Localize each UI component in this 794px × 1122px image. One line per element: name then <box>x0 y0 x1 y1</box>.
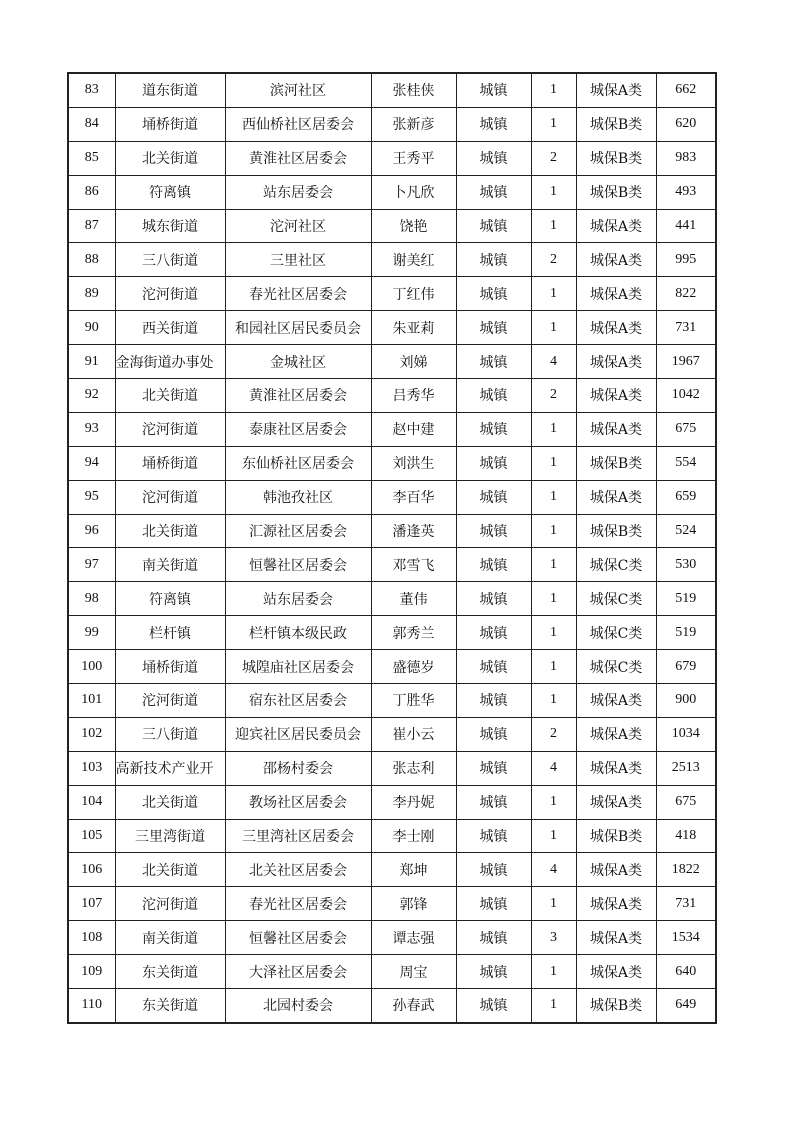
person-name-cell: 谢美红 <box>371 243 456 277</box>
street-office-cell: 道东街道 <box>115 73 225 107</box>
amount-cell: 1822 <box>656 853 716 887</box>
table-row <box>68 955 716 989</box>
table-row <box>68 175 716 209</box>
table-row <box>68 73 716 107</box>
area-type-cell: 城镇 <box>456 107 531 141</box>
table-row <box>68 582 716 616</box>
street-office-cell: 高新技术产业开 <box>115 751 225 785</box>
area-type-cell: 城镇 <box>456 243 531 277</box>
street-office-cell: 东关街道 <box>115 955 225 989</box>
insurance-category-cell: 城保A类 <box>576 73 656 107</box>
amount-cell: 1034 <box>656 717 716 751</box>
area-type-cell: 城镇 <box>456 345 531 379</box>
insurance-category-cell: 城保A类 <box>576 480 656 514</box>
community-cell: 沱河社区 <box>225 209 371 243</box>
community-cell: 泰康社区居委会 <box>225 412 371 446</box>
person-name-cell: 王秀平 <box>371 141 456 175</box>
street-office-cell: 沱河街道 <box>115 887 225 921</box>
street-office-cell: 北关街道 <box>115 514 225 548</box>
street-office-cell: 三里湾街道 <box>115 819 225 853</box>
person-name-cell: 朱亚莉 <box>371 311 456 345</box>
street-office-cell: 北关街道 <box>115 853 225 887</box>
household-count-cell: 1 <box>531 616 576 650</box>
street-office-cell: 东关街道 <box>115 989 225 1023</box>
insurance-category-cell: 城保A类 <box>576 345 656 379</box>
community-cell: 恒馨社区居委会 <box>225 548 371 582</box>
row-number-cell: 100 <box>68 650 115 684</box>
community-cell: 恒馨社区居委会 <box>225 921 371 955</box>
insurance-category-cell: 城保A类 <box>576 277 656 311</box>
household-count-cell: 1 <box>531 785 576 819</box>
insurance-category-cell: 城保C类 <box>576 548 656 582</box>
amount-cell: 662 <box>656 73 716 107</box>
row-number-cell: 107 <box>68 887 115 921</box>
person-name-cell: 刘洪生 <box>371 446 456 480</box>
insurance-category-cell: 城保A类 <box>576 209 656 243</box>
row-number-cell: 88 <box>68 243 115 277</box>
community-cell: 三里社区 <box>225 243 371 277</box>
community-cell: 黄淮社区居委会 <box>225 141 371 175</box>
table-row <box>68 345 716 379</box>
area-type-cell: 城镇 <box>456 209 531 243</box>
household-count-cell: 1 <box>531 73 576 107</box>
household-count-cell: 1 <box>531 446 576 480</box>
community-cell: 西仙桥社区居委会 <box>225 107 371 141</box>
household-count-cell: 1 <box>531 480 576 514</box>
table-row <box>68 209 716 243</box>
table-row <box>68 548 716 582</box>
household-count-cell: 1 <box>531 819 576 853</box>
amount-cell: 1534 <box>656 921 716 955</box>
row-number-cell: 83 <box>68 73 115 107</box>
person-name-cell: 谭志强 <box>371 921 456 955</box>
table-row <box>68 785 716 819</box>
street-office-cell: 金海街道办事处 <box>115 345 225 379</box>
area-type-cell: 城镇 <box>456 514 531 548</box>
insurance-category-cell: 城保B类 <box>576 141 656 175</box>
area-type-cell: 城镇 <box>456 684 531 718</box>
community-cell: 三里湾社区居委会 <box>225 819 371 853</box>
table-row <box>68 684 716 718</box>
area-type-cell: 城镇 <box>456 717 531 751</box>
table-row <box>68 480 716 514</box>
area-type-cell: 城镇 <box>456 955 531 989</box>
area-type-cell: 城镇 <box>456 751 531 785</box>
household-count-cell: 3 <box>531 921 576 955</box>
person-name-cell: 潘逢英 <box>371 514 456 548</box>
person-name-cell: 丁红伟 <box>371 277 456 311</box>
insurance-category-cell: 城保A类 <box>576 412 656 446</box>
table-row <box>68 107 716 141</box>
street-office-cell: 北关街道 <box>115 785 225 819</box>
amount-cell: 530 <box>656 548 716 582</box>
person-name-cell: 吕秀华 <box>371 379 456 413</box>
household-count-cell: 2 <box>531 379 576 413</box>
person-name-cell: 李百华 <box>371 480 456 514</box>
community-cell: 北关社区居委会 <box>225 853 371 887</box>
table-row <box>68 650 716 684</box>
amount-cell: 822 <box>656 277 716 311</box>
area-type-cell: 城镇 <box>456 785 531 819</box>
community-cell: 黄淮社区居委会 <box>225 379 371 413</box>
row-number-cell: 90 <box>68 311 115 345</box>
amount-cell: 554 <box>656 446 716 480</box>
row-number-cell: 104 <box>68 785 115 819</box>
area-type-cell: 城镇 <box>456 480 531 514</box>
community-cell: 金城社区 <box>225 345 371 379</box>
person-name-cell: 董伟 <box>371 582 456 616</box>
table-row <box>68 853 716 887</box>
street-office-cell: 埇桥街道 <box>115 446 225 480</box>
table-row <box>68 717 716 751</box>
table-row <box>68 514 716 548</box>
area-type-cell: 城镇 <box>456 311 531 345</box>
amount-cell: 679 <box>656 650 716 684</box>
person-name-cell: 张新彦 <box>371 107 456 141</box>
street-office-cell: 符离镇 <box>115 582 225 616</box>
insurance-category-cell: 城保A类 <box>576 243 656 277</box>
row-number-cell: 101 <box>68 684 115 718</box>
row-number-cell: 103 <box>68 751 115 785</box>
community-cell: 城隍庙社区居委会 <box>225 650 371 684</box>
area-type-cell: 城镇 <box>456 548 531 582</box>
row-number-cell: 84 <box>68 107 115 141</box>
insurance-category-cell: 城保B类 <box>576 989 656 1023</box>
row-number-cell: 92 <box>68 379 115 413</box>
community-cell: 迎宾社区居民委员会 <box>225 717 371 751</box>
person-name-cell: 丁胜华 <box>371 684 456 718</box>
row-number-cell: 94 <box>68 446 115 480</box>
area-type-cell: 城镇 <box>456 921 531 955</box>
amount-cell: 519 <box>656 582 716 616</box>
amount-cell: 649 <box>656 989 716 1023</box>
street-office-cell: 北关街道 <box>115 141 225 175</box>
row-number-cell: 110 <box>68 989 115 1023</box>
amount-cell: 2513 <box>656 751 716 785</box>
amount-cell: 731 <box>656 887 716 921</box>
insurance-category-cell: 城保A类 <box>576 379 656 413</box>
household-count-cell: 2 <box>531 717 576 751</box>
row-number-cell: 86 <box>68 175 115 209</box>
person-name-cell: 盛德岁 <box>371 650 456 684</box>
person-name-cell: 郭秀兰 <box>371 616 456 650</box>
area-type-cell: 城镇 <box>456 616 531 650</box>
street-office-cell: 埇桥街道 <box>115 650 225 684</box>
row-number-cell: 95 <box>68 480 115 514</box>
street-office-cell: 沱河街道 <box>115 480 225 514</box>
person-name-cell: 卜凡欣 <box>371 175 456 209</box>
table-row <box>68 243 716 277</box>
table-row <box>68 921 716 955</box>
insurance-category-cell: 城保A类 <box>576 853 656 887</box>
street-office-cell: 南关街道 <box>115 548 225 582</box>
person-name-cell: 邓雪飞 <box>371 548 456 582</box>
household-count-cell: 1 <box>531 955 576 989</box>
community-cell: 东仙桥社区居委会 <box>225 446 371 480</box>
community-cell: 栏杆镇本级民政 <box>225 616 371 650</box>
table-row <box>68 751 716 785</box>
community-cell: 春光社区居委会 <box>225 277 371 311</box>
row-number-cell: 85 <box>68 141 115 175</box>
insurance-category-cell: 城保A类 <box>576 955 656 989</box>
table-body <box>68 73 716 1023</box>
table-row <box>68 311 716 345</box>
person-name-cell: 李士刚 <box>371 819 456 853</box>
household-count-cell: 1 <box>531 684 576 718</box>
amount-cell: 493 <box>656 175 716 209</box>
amount-cell: 900 <box>656 684 716 718</box>
person-name-cell: 张桂侠 <box>371 73 456 107</box>
household-count-cell: 4 <box>531 345 576 379</box>
household-count-cell: 1 <box>531 548 576 582</box>
insurance-category-cell: 城保C类 <box>576 582 656 616</box>
community-cell: 春光社区居委会 <box>225 887 371 921</box>
street-office-cell: 符离镇 <box>115 175 225 209</box>
amount-cell: 519 <box>656 616 716 650</box>
street-office-cell: 沱河街道 <box>115 684 225 718</box>
amount-cell: 640 <box>656 955 716 989</box>
records-table <box>67 72 717 1024</box>
table-row <box>68 989 716 1023</box>
area-type-cell: 城镇 <box>456 446 531 480</box>
insurance-category-cell: 城保B类 <box>576 819 656 853</box>
street-office-cell: 三八街道 <box>115 717 225 751</box>
household-count-cell: 4 <box>531 751 576 785</box>
household-count-cell: 1 <box>531 209 576 243</box>
person-name-cell: 刘娣 <box>371 345 456 379</box>
household-count-cell: 4 <box>531 853 576 887</box>
area-type-cell: 城镇 <box>456 582 531 616</box>
household-count-cell: 1 <box>531 650 576 684</box>
street-office-cell: 南关街道 <box>115 921 225 955</box>
area-type-cell: 城镇 <box>456 175 531 209</box>
table-row <box>68 141 716 175</box>
community-cell: 站东居委会 <box>225 175 371 209</box>
amount-cell: 983 <box>656 141 716 175</box>
person-name-cell: 孙春武 <box>371 989 456 1023</box>
row-number-cell: 98 <box>68 582 115 616</box>
person-name-cell: 饶艳 <box>371 209 456 243</box>
household-count-cell: 1 <box>531 311 576 345</box>
row-number-cell: 109 <box>68 955 115 989</box>
table-row <box>68 819 716 853</box>
area-type-cell: 城镇 <box>456 73 531 107</box>
amount-cell: 418 <box>656 819 716 853</box>
insurance-category-cell: 城保A类 <box>576 684 656 718</box>
area-type-cell: 城镇 <box>456 650 531 684</box>
amount-cell: 731 <box>656 311 716 345</box>
table-row <box>68 412 716 446</box>
household-count-cell: 1 <box>531 175 576 209</box>
amount-cell: 659 <box>656 480 716 514</box>
household-count-cell: 2 <box>531 243 576 277</box>
row-number-cell: 106 <box>68 853 115 887</box>
street-office-cell: 沱河街道 <box>115 277 225 311</box>
table-row <box>68 446 716 480</box>
community-cell: 韩池孜社区 <box>225 480 371 514</box>
row-number-cell: 108 <box>68 921 115 955</box>
area-type-cell: 城镇 <box>456 819 531 853</box>
community-cell: 宿东社区居委会 <box>225 684 371 718</box>
insurance-category-cell: 城保A类 <box>576 311 656 345</box>
insurance-category-cell: 城保B类 <box>576 446 656 480</box>
household-count-cell: 1 <box>531 277 576 311</box>
row-number-cell: 105 <box>68 819 115 853</box>
area-type-cell: 城镇 <box>456 277 531 311</box>
row-number-cell: 102 <box>68 717 115 751</box>
person-name-cell: 郭锋 <box>371 887 456 921</box>
amount-cell: 441 <box>656 209 716 243</box>
amount-cell: 675 <box>656 412 716 446</box>
table-row <box>68 277 716 311</box>
insurance-category-cell: 城保B类 <box>576 107 656 141</box>
row-number-cell: 96 <box>68 514 115 548</box>
person-name-cell: 周宝 <box>371 955 456 989</box>
table-row <box>68 616 716 650</box>
area-type-cell: 城镇 <box>456 887 531 921</box>
insurance-category-cell: 城保B类 <box>576 514 656 548</box>
community-cell: 邵杨村委会 <box>225 751 371 785</box>
household-count-cell: 1 <box>531 514 576 548</box>
area-type-cell: 城镇 <box>456 853 531 887</box>
table-row <box>68 887 716 921</box>
row-number-cell: 89 <box>68 277 115 311</box>
area-type-cell: 城镇 <box>456 141 531 175</box>
area-type-cell: 城镇 <box>456 412 531 446</box>
community-cell: 滨河社区 <box>225 73 371 107</box>
insurance-category-cell: 城保A类 <box>576 717 656 751</box>
area-type-cell: 城镇 <box>456 989 531 1023</box>
insurance-category-cell: 城保A类 <box>576 751 656 785</box>
amount-cell: 675 <box>656 785 716 819</box>
street-office-cell: 栏杆镇 <box>115 616 225 650</box>
street-office-cell: 西关街道 <box>115 311 225 345</box>
person-name-cell: 赵中建 <box>371 412 456 446</box>
person-name-cell: 崔小云 <box>371 717 456 751</box>
amount-cell: 524 <box>656 514 716 548</box>
insurance-category-cell: 城保A类 <box>576 887 656 921</box>
street-office-cell: 城东街道 <box>115 209 225 243</box>
household-count-cell: 1 <box>531 887 576 921</box>
household-count-cell: 1 <box>531 107 576 141</box>
insurance-category-cell: 城保A类 <box>576 785 656 819</box>
row-number-cell: 93 <box>68 412 115 446</box>
community-cell: 北园村委会 <box>225 989 371 1023</box>
amount-cell: 620 <box>656 107 716 141</box>
amount-cell: 1967 <box>656 345 716 379</box>
row-number-cell: 91 <box>68 345 115 379</box>
insurance-category-cell: 城保A类 <box>576 921 656 955</box>
community-cell: 和园社区居民委员会 <box>225 311 371 345</box>
amount-cell: 1042 <box>656 379 716 413</box>
person-name-cell: 郑坤 <box>371 853 456 887</box>
person-name-cell: 李丹妮 <box>371 785 456 819</box>
household-count-cell: 1 <box>531 582 576 616</box>
table-row <box>68 379 716 413</box>
community-cell: 教场社区居委会 <box>225 785 371 819</box>
insurance-category-cell: 城保C类 <box>576 616 656 650</box>
person-name-cell: 张志利 <box>371 751 456 785</box>
insurance-category-cell: 城保C类 <box>576 650 656 684</box>
area-type-cell: 城镇 <box>456 379 531 413</box>
community-cell: 站东居委会 <box>225 582 371 616</box>
amount-cell: 995 <box>656 243 716 277</box>
row-number-cell: 97 <box>68 548 115 582</box>
insurance-category-cell: 城保B类 <box>576 175 656 209</box>
household-count-cell: 1 <box>531 412 576 446</box>
street-office-cell: 三八街道 <box>115 243 225 277</box>
row-number-cell: 87 <box>68 209 115 243</box>
household-count-cell: 2 <box>531 141 576 175</box>
community-cell: 汇源社区居委会 <box>225 514 371 548</box>
street-office-cell: 埇桥街道 <box>115 107 225 141</box>
row-number-cell: 99 <box>68 616 115 650</box>
community-cell: 大泽社区居委会 <box>225 955 371 989</box>
street-office-cell: 沱河街道 <box>115 412 225 446</box>
household-count-cell: 1 <box>531 989 576 1023</box>
street-office-cell: 北关街道 <box>115 379 225 413</box>
